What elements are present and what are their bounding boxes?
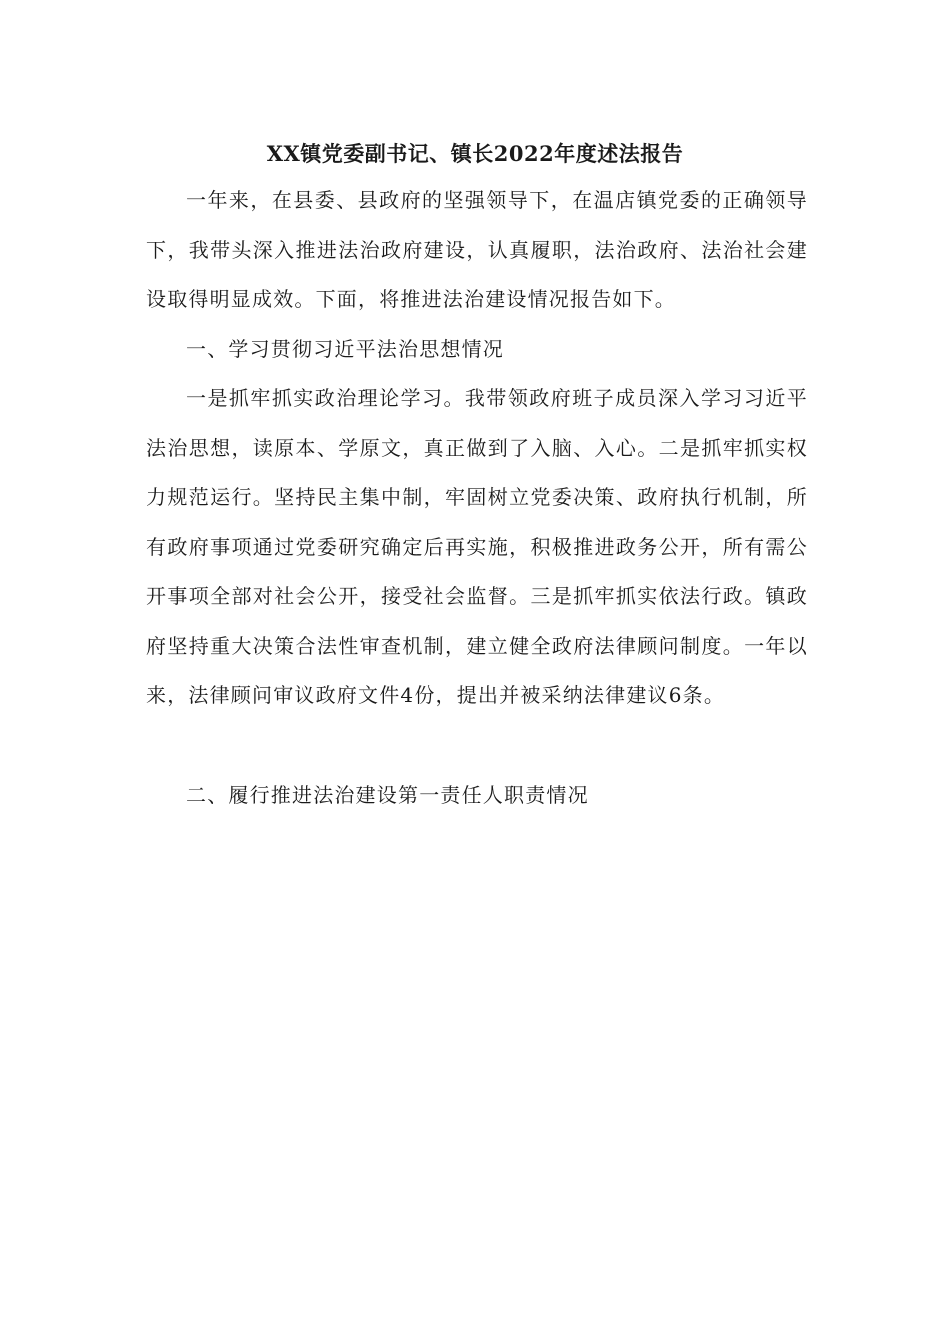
intro-paragraph: 一年来，在县委、县政府的坚强领导下，在温店镇党委的正确领导下，我带头深入推进法治政府建设，认真履职，法治政府、法治社会建设取得明显成效。下面，将推进法治建设情况报告如下。 [146,188,808,311]
section-1-paragraph: 一是抓牢抓实政治理论学习。我带领政府班子成员深入学习习近平法治思想，读原本、学原文，真正做到了入脑、入心。二是抓牢抓实权力规范运行。坚持民主集中制，牢固树立党委决策、政府执行机制，所有政府事项通过党委研究确定后再实施，积极推进政务公开，所有需公开事项全部对社会公开，接受社会监督。三是抓牢抓实依法行政。镇政府坚持重大决策合法性审查机制，建立健全政府法律顾问制度。一年以来，法律顾问审议政府文件4份，提出并被采纳法律建议6条。 [146,386,808,707]
section-heading-1: 一、学习贯彻习近平法治思想情况 [186,337,504,361]
section-heading-2: 二、履行推进法治建设第一责任人职责情况 [186,783,589,807]
document-title: XX镇党委副书记、镇长2022年度述法报告 [266,141,684,166]
